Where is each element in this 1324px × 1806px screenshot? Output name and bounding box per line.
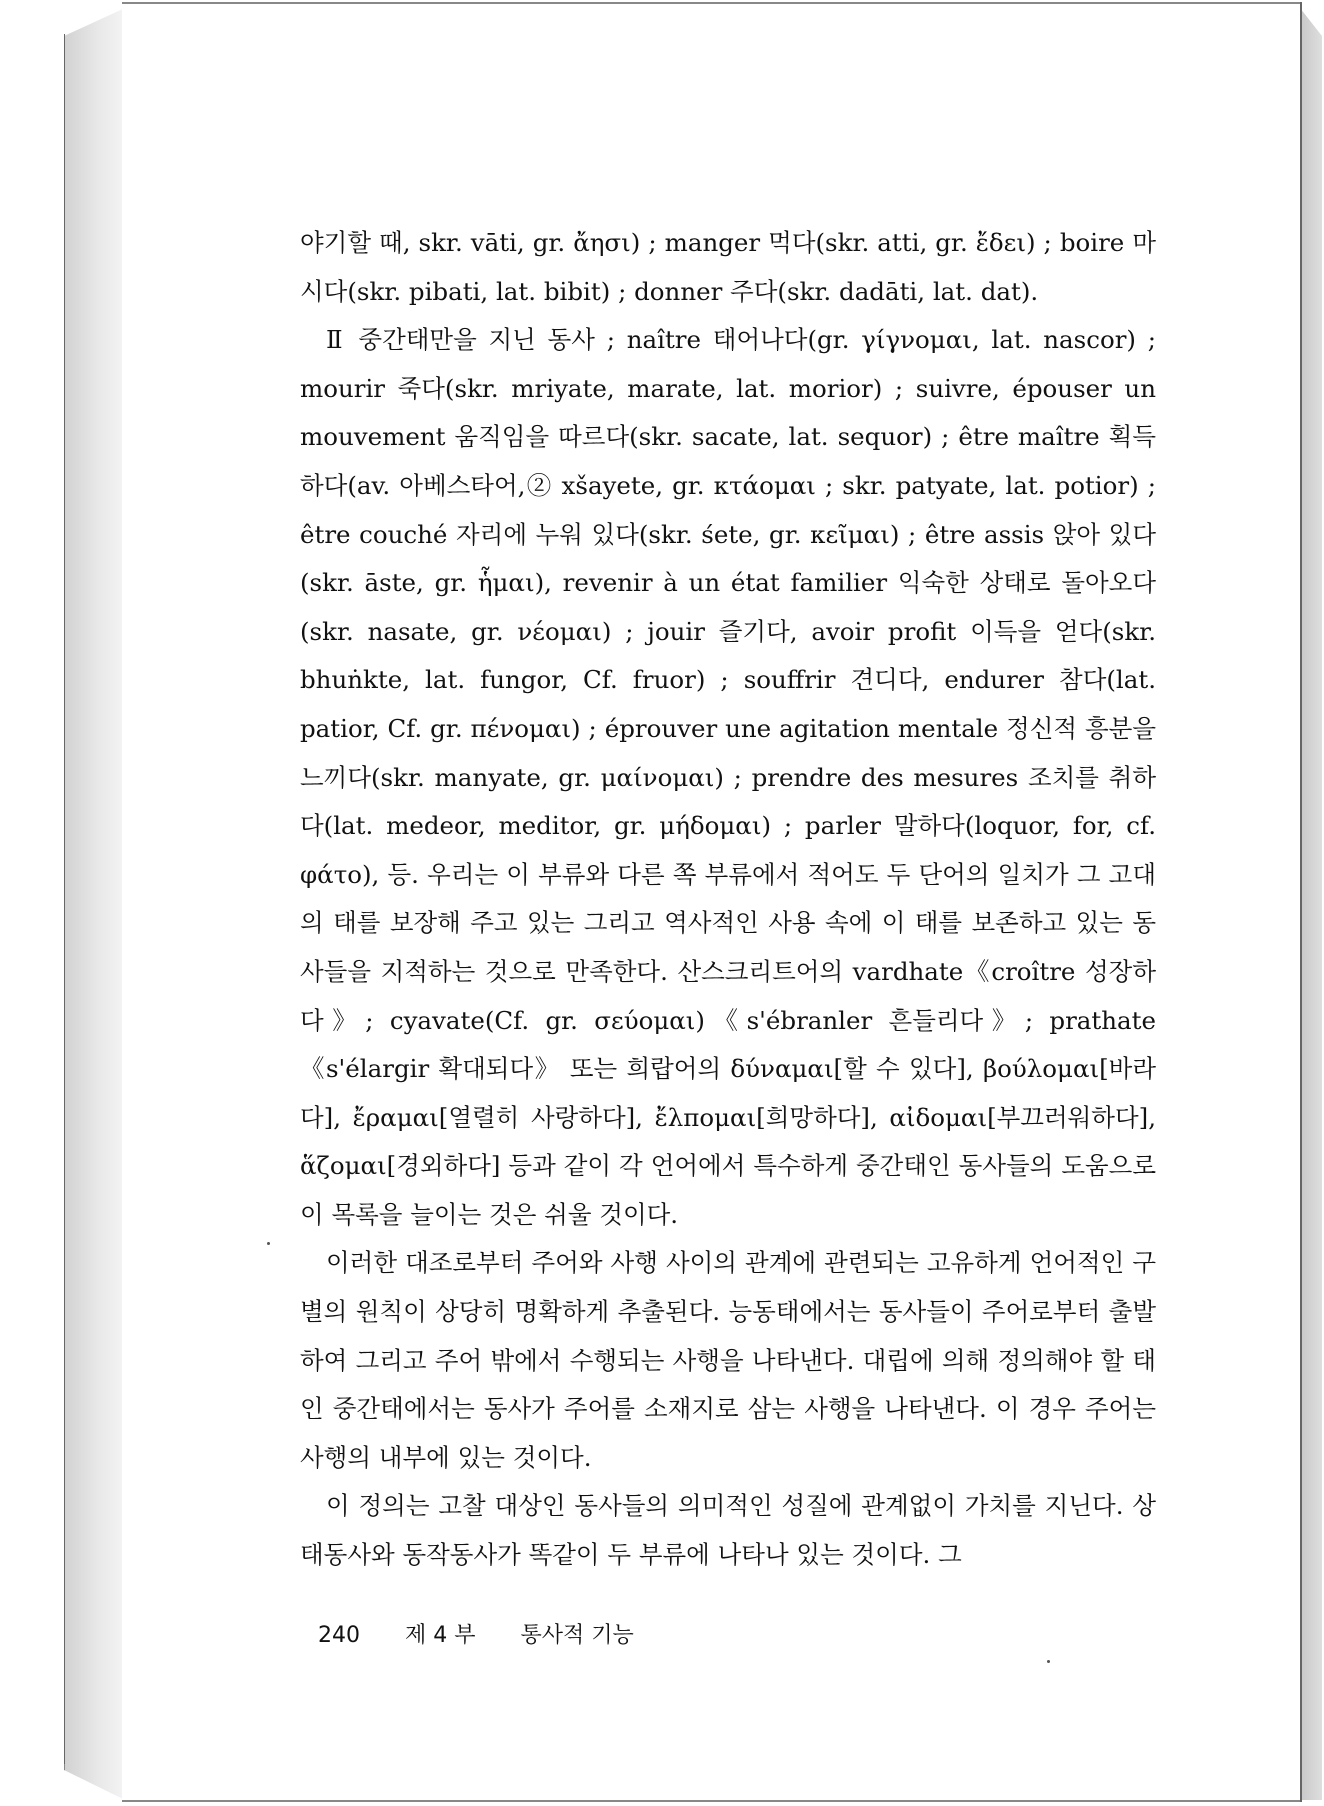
speck-mark bbox=[267, 1242, 270, 1245]
page-outline-right bbox=[1300, 2, 1302, 1802]
page-number: 240 bbox=[318, 1623, 360, 1648]
page-body-text bbox=[300, 219, 1156, 1580]
book-edge-line bbox=[64, 34, 65, 1764]
page-footer bbox=[318, 1618, 672, 1649]
book-edge-right bbox=[1300, 8, 1322, 1800]
footer-part: 제 4 부 bbox=[405, 1623, 476, 1648]
footer-chapter: 통사적 기능 bbox=[520, 1623, 634, 1648]
paragraph-middle-voice-verbs: Ⅱ 중간태만을 지닌 동사 ; naître 태어나다(gr. γίγνομαι, lat. nascor) ; mourir 죽다(skr. mriyate, marate, lat. morior) ; suivre, épouser un mouvement 움직임을 따르다(skr. sacate, lat. sequor) ; être maître 획득하다(av. 아베스타어,② xšayete, gr. κτάομαι ; skr. patyate, lat. potior) ; être couché 자리에 누워 있다(skr. śete, gr. κεῖμαι) ; être assis 앉아 있다(skr. āste, gr. ἧμαι), revenir à un état familier 익숙한 상태로 돌아오다(skr. nasate, gr. νέομαι) ; jouir 즐기다, avoir profit 이득을 얻다(skr. bhuṅkte, lat. fungor, Cf. fruor) ; souffrir 견디다, endurer 참다(lat. patior, Cf. gr. πένομαι) ; éprouver une agitation mentale 정신적 흥분을 느끼다(skr. manyate, gr. μαίνομαι) ; prendre des mesures 조치를 취하다(lat. medeor, meditor, gr. μήδομαι) ; parler 말하다(loquor, for, cf. φάτο), 등. 우리는 이 부류와 다른 쪽 부류에서 적어도 두 단어의 일치가 그 고대의 태를 보장해 주고 있는 그리고 역사적인 사용 속에 이 태를 보존하고 있는 동사들을 지적하는 것으로 만족한다. 산스크리트어의 vardhate《croître 성장하다》; cyavate(Cf. gr. σεύομαι)《s'ébranler 흔들리다》; prathate《s'élargir 확대되다》 또는 희랍어의 δύναμαι[할 수 있다], βούλομαι[바라다], ἔραμαι[열렬히 사랑하다], ἔλπομαι[희망하다], αἰδομαι[부끄러워하다], ἅζομαι[경외하다] 등과 같이 각 언어에서 특수하게 중간태인 동사들의 도움으로 이 목록을 늘이는 것은 쉬울 것이다. bbox=[300, 325, 1156, 1229]
paragraph-distinction-principle: 이러한 대조로부터 주어와 사행 사이의 관계에 관련되는 고유하게 언어적인 구별의 원칙이 상당히 명확하게 추출된다. 능동태에서는 동사들이 주어로부터 출발하여 그리고 주어 밖에서 수행되는 사행을 나타낸다. 대립에 의해 정의해야 할 태인 중간태에서는 동사가 주어를 소재지로 삼는 사행을 나타낸다. 이 경우 주어는 사행의 내부에 있는 것이다. bbox=[300, 1248, 1156, 1472]
speck-mark bbox=[1047, 1660, 1050, 1663]
paragraph-continuation: 야기할 때, skr. vāti, gr. ἄησι) ; manger 먹다(skr. atti, gr. ἔδει) ; boire 마시다(skr. pibati, lat. bibit) ; donner 주다(skr. dadāti, lat. dat). bbox=[300, 228, 1156, 306]
book-spine-left bbox=[64, 8, 125, 1800]
paragraph-definition: 이 정의는 고찰 대상인 동사들의 의미적인 성질에 관계없이 가치를 지닌다. 상태동사와 동작동사가 똑같이 두 부류에 나타나 있는 것이다. 그 bbox=[300, 1491, 1156, 1570]
